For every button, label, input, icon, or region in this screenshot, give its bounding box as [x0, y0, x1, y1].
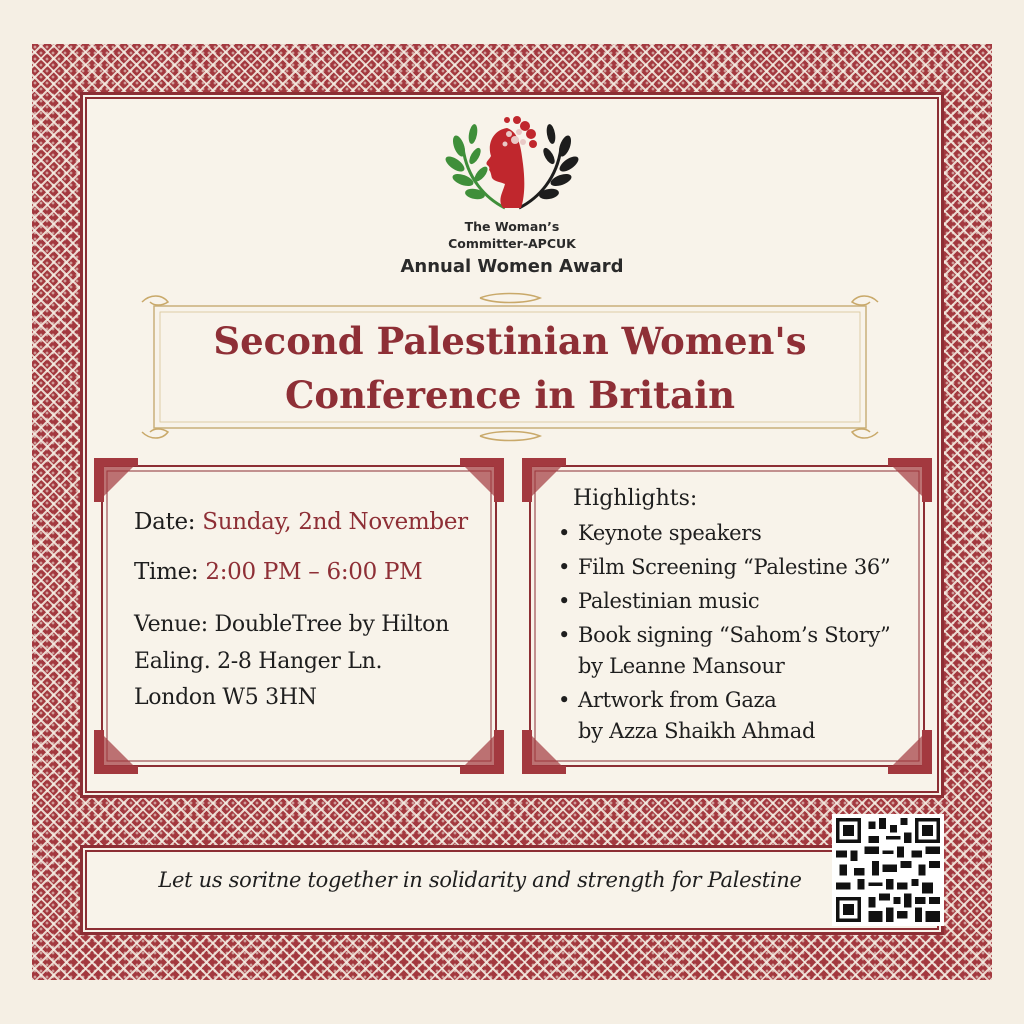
footer-tagline: Let us soritne together in solidarity and strength for Palestine [158, 868, 802, 892]
venue-line-1: Venue: DoubleTree by Hilton [134, 612, 449, 637]
title-line-2: Conference in Britain [284, 373, 736, 417]
woman-profile-olive-branch-logo [445, 108, 579, 216]
bullet-icon: • [558, 589, 571, 613]
list-item [556, 620, 916, 682]
org-line-1: The Woman’s [464, 219, 560, 234]
bullet-icon: • [558, 521, 571, 545]
time-row [134, 559, 422, 585]
list-item [556, 685, 916, 747]
title-line-1: Second Palestinian Women's [213, 319, 807, 363]
highlight-text: Book signing “Sahom’s Story” [578, 623, 891, 647]
venue-line-2: Ealing. 2-8 Hanger Ln. [134, 649, 383, 674]
venue-line-3: London W5 3HN [134, 685, 317, 710]
highlights-list [556, 518, 916, 750]
highlight-text: Keynote speakers [578, 521, 762, 545]
time-label: Time: [134, 559, 199, 585]
highlight-subtext: by Azza Shaikh Ahmad [578, 719, 816, 743]
date-label: Date: [134, 509, 196, 535]
org-line-2: Committer-APCUK [448, 236, 576, 251]
list-item [556, 518, 916, 549]
list-item [556, 552, 916, 583]
qr-code-icon[interactable] [832, 814, 944, 926]
date-row [134, 509, 468, 535]
highlight-text: Palestinian music [578, 589, 760, 613]
highlight-text: Artwork from Gaza [578, 688, 777, 712]
bullet-icon: • [558, 623, 571, 647]
highlight-text: Film Screening “Palestine 36” [578, 555, 891, 579]
time-value: 2:00 PM – 6:00 PM [205, 559, 423, 585]
bullet-icon: • [558, 688, 571, 712]
bullet-icon: • [558, 555, 571, 579]
event-title [150, 314, 870, 422]
organization-name [362, 218, 662, 252]
list-item [556, 586, 916, 617]
highlights-heading: Highlights: [573, 486, 698, 511]
date-value: Sunday, 2nd November [202, 509, 468, 535]
highlight-subtext: by Leanne Mansour [578, 654, 785, 678]
award-name: Annual Women Award [400, 256, 624, 277]
